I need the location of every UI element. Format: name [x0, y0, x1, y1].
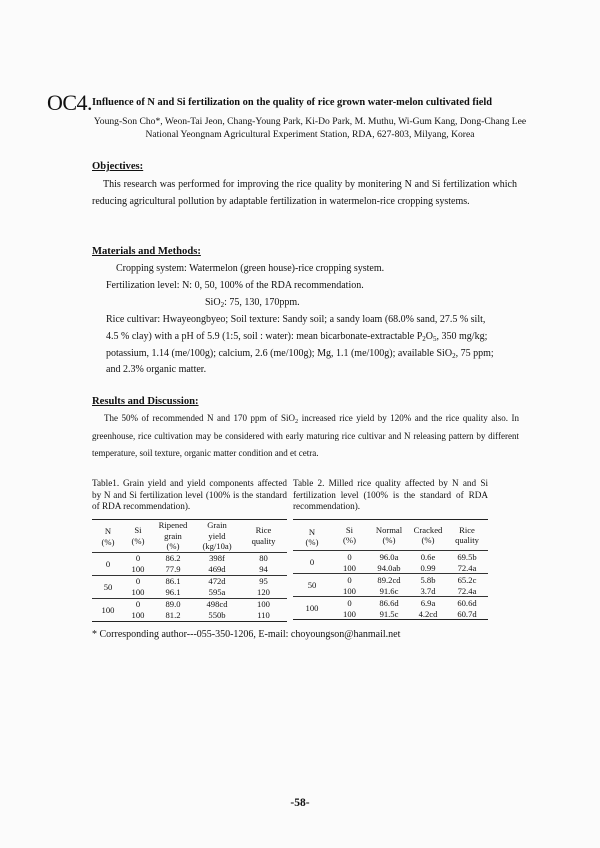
authors: Young-Son Cho*, Weon-Tai Jeon, Chang-Young Park, Ki-Do Park, M. Muthu, Wi-Gum Kang, Dong-Chang Lee: [93, 116, 527, 127]
t1-cell: 472d: [208, 576, 226, 586]
t2-cell: 91.5c: [379, 608, 399, 619]
t2-cell: 94.0ab: [377, 562, 401, 573]
t1-cell: 100: [131, 587, 145, 597]
cropping-system: Cropping system: Watermelon (green house)-rice cropping system.: [116, 263, 385, 274]
t1-cell: 0: [135, 576, 141, 586]
paper-title: Influence of N and Si fertilization on the quality of rice grown water-melon cultivated field: [92, 97, 492, 108]
t1-cell: 110: [257, 610, 270, 620]
t2-cell: 0: [347, 574, 352, 585]
t1-cell: 80: [259, 553, 268, 563]
t1-cell: 95: [259, 576, 268, 586]
t1-cell: 100: [131, 610, 145, 620]
t2-cell: 0.6e: [420, 551, 436, 562]
t2-row: [293, 597, 488, 609]
t2-header-normal: Normal (%): [375, 524, 403, 545]
results-heading: Results and Discussion:: [92, 396, 199, 407]
t2-n-value: 50: [307, 580, 317, 590]
t1-cell: 469d: [208, 564, 226, 574]
t1-cell: 498cd: [206, 599, 228, 609]
methods-heading: Materials and Methods:: [92, 246, 201, 257]
t2-cell: 86.6d: [379, 597, 399, 608]
t2-row: [293, 574, 488, 586]
t1-cell: 550b: [208, 610, 226, 620]
t2-cell: 69.5b: [457, 551, 477, 562]
t1-cell: 100: [131, 564, 145, 574]
table2: [293, 519, 488, 620]
cultivar-line-3: potassium, 1.14 (me/100g); calcium, 2.6 (me/100g); Mg, 1.1 (me/100g); available SiO$_2$, 75 ppm;: [106, 348, 494, 360]
t1-header-quality: Rice quality: [251, 525, 276, 546]
t2-cell: 5.8b: [420, 574, 436, 585]
cultivar-line-1: Rice cultivar: Hwayeongbyeo; Soil texture: Sandy soil; a sandy loam (68.0% sand, 27.5 % silt,: [106, 314, 486, 325]
t1-cell: 595a: [208, 587, 226, 597]
t2-cell: 72.4a: [457, 562, 477, 573]
t2-cell: 65.2c: [457, 574, 477, 585]
t2-cell: 100: [343, 608, 356, 619]
t2-n-value: 0: [309, 557, 315, 567]
cultivar-line-2: 4.5 % clay) with a pH of 5.9 (1:5, soil : water): mean bicarbonate-extractable $P_2O_5$, 350 mg/kg;: [106, 331, 488, 343]
t1-cell: 0: [135, 553, 141, 563]
t2-cell: 3.7d: [420, 585, 436, 596]
t2-row: [293, 551, 488, 563]
t1-cell: 86.2: [165, 553, 181, 563]
t1-row: [92, 598, 287, 610]
t1-row: [92, 552, 287, 564]
t1-cell: 96.1: [165, 587, 181, 597]
t2-cell: 72.4a: [457, 585, 477, 596]
t1-n-value: 100: [101, 604, 115, 615]
t1-cell: 398f: [209, 553, 225, 563]
table1: [92, 519, 287, 622]
page-number: -58-: [290, 797, 310, 809]
t1-cell: 81.2: [165, 610, 181, 620]
t2-header-cracked: Cracked (%): [413, 524, 443, 545]
t2-cell: 0: [347, 551, 352, 562]
t1-cell: 94: [259, 564, 268, 574]
t2-cell: 6.9a: [420, 597, 436, 608]
t1-header-si: Si (%): [131, 525, 145, 546]
t2-cell: 0.99: [420, 562, 436, 573]
cultivar-line-4: and 2.3% organic matter.: [106, 364, 207, 375]
t1-cell: 120: [257, 587, 270, 597]
t1-row: [92, 575, 287, 587]
t1-n-value: 0: [105, 558, 111, 569]
t2-n-value: 100: [305, 603, 319, 613]
objectives-text: This research was performed for improving the rice quality by monitering N and Si fertilization which reducing agricultural pollution by adaptable fertilization in watermelon-rice cropping systems.: [92, 179, 517, 207]
t2-header-quality: Rice quality: [455, 524, 479, 545]
t1-header-n: N (%): [101, 526, 115, 547]
t1-cell: 89.0: [165, 599, 181, 609]
t1-header-ripened: Ripened grain (%): [158, 520, 188, 551]
table1-caption: Table1. Grain yield and yield components affected by N and Si fertilization level (100% is the standard of RDA recommendation).: [92, 478, 287, 511]
t2-header-si: Si (%): [343, 524, 356, 545]
t1-cell: 0: [135, 599, 141, 609]
t2-cell: 60.6d: [457, 597, 477, 608]
table2-caption: Table 2. Milled rice quality affected by N and Si fertilization level (100% is the standard of RDA recommendation).: [293, 478, 488, 511]
t2-cell: 91.6c: [379, 585, 399, 596]
t2-header-n: N (%): [305, 526, 319, 547]
objectives-heading: Objectives:: [92, 161, 144, 172]
t1-cell: 100: [257, 599, 270, 609]
affiliation: National Yeongnam Agricultural Experiment Station, RDA, 627-803, Milyang, Korea: [145, 129, 475, 140]
t2-cell: 96.0a: [379, 551, 399, 562]
results-text: The 50% of recommended N and 170 ppm of SiO$_2$ increased rice yield by 120% and the rice quality also. In greenhouse, rice cultivation may be considered with early maturing rice cultivar and N releasing pattern by different temperature, soil texture, organic matter condition and et cetra.: [92, 413, 519, 458]
corresponding-author-footnote: * Corresponding author---055-350-1206, E-mail: choyoungson@hanmail.net: [92, 629, 401, 640]
t1-cell: 86.1: [165, 576, 181, 586]
t2-cell: 60.7d: [457, 608, 477, 619]
t2-cell: 89.2cd: [377, 574, 401, 585]
t2-cell: 100: [343, 562, 356, 573]
t1-header-yield: Grain yield (kg/10a): [202, 520, 232, 551]
fertilization-n: Fertilization level: N: 0, 50, 100% of the RDA recommendation.: [106, 280, 364, 291]
section-code: OC4.: [47, 90, 93, 115]
t1-cell: 77.9: [165, 564, 181, 574]
t2-cell: 100: [343, 585, 356, 596]
t1-n-value: 50: [103, 581, 113, 592]
t2-cell: 4.2cd: [418, 608, 438, 619]
t2-cell: 0: [347, 597, 352, 608]
fertilization-si: SiO$_2$: 75, 130, 170ppm.: [205, 297, 300, 309]
